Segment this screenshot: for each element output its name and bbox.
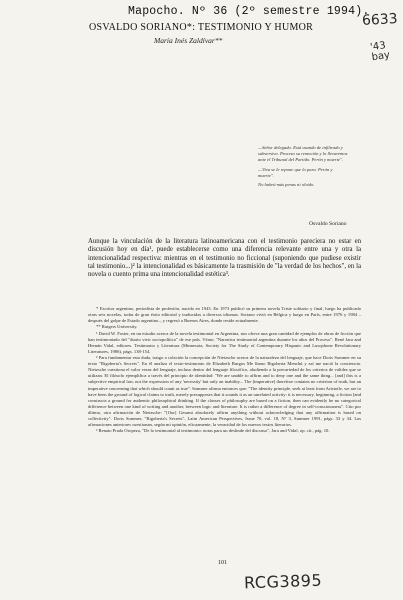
handwritten-note-text: '43 bay bbox=[369, 40, 391, 64]
handwritten-code: RCG3895 bbox=[243, 570, 323, 593]
footnote: ¹ David W. Foster, en un estudio acerca de la novela testimonial en Argentina, nos ofrece una gran cantidad de ejemplos de obras de ficción que han testimoniado del "diario vivir sociopolítico" de ese país. Véase, "Narrativa testimonial argentina durante los años del Proceso". René Jara and Hernán Vidal, editores. Testimonio y Literatura (Minnesota, Society for The Study of Contemporary Hispanic and Lusophone Revolutionary Literatures, 1986), págs. 138-154. bbox=[88, 330, 361, 354]
article-author: María Inés Zaldívar** bbox=[154, 36, 223, 45]
footnote: * Escritor argentino, periodista de profesión, nacido en 1943. En 1973 publicó su primera novela Triste solitario y final, luego ha publicado otras seis novelas, todas de gran éxito editorial y traducidas a diversos idiomas. Soriano vivió en Bélgica y luego en París, entre 1976 y 1984 –después del golpe de Estado argentino–, y regresó a Buenos Aires, donde reside actualmente. bbox=[88, 306, 361, 324]
publication-header: Mapocho. Nº 36 (2º semestre 1994). bbox=[128, 5, 370, 18]
footnote: ³ Renato Prada Oropeza, "De lo testimonial al testimonio: notas para un deslinde del discurso", Jara and Vidal, op. cit., pág. 10. bbox=[96, 428, 330, 434]
epigraph-author: Osvaldo Soriano bbox=[309, 221, 347, 227]
body-paragraph: Aunque la vinculación de la literatura latinoamericana con el testimonio pareciera no estar en discusión hoy en día¹, puede establecerse como una diferencia relevante entre una y otra la intencionalidad respectiva: mientras en el testimonio no ficcional (suponiendo que pudiese existir tal testimonio...)² la intencionalidad es básicamente la trasmisión de "la verdad de los hechos", en la novela o cuento prima una intencionalidad estética³. bbox=[88, 238, 361, 279]
epigraph-line: —Viva se le repone que lo para. Perón y muerte". bbox=[258, 166, 333, 178]
article-title: OSVALDO SORIANO*: TESTIMONIO Y HUMOR bbox=[89, 22, 314, 33]
handwritten-number: 6633 bbox=[361, 11, 399, 29]
footnote: ² Para fundamentar esta duda, traigo a colación la concepción de Nietzsche acerca de la naturaleza del lenguaje, que hace Doris Sommer en su texto "Rigoberta's Secrets". En él analiza el texto-testimonio de Elizabeth Burgos Me llamo Rigoberta Menchú y así me nació la conciencia. Nietzsche cuestiona el valor veraz del lenguaje, incluso dentro del lenguaje filosófico, aludiendo a la precariedad de los criterios de validez que se utilizan. El filósofo ejemplifica a través del principio de identidad: "We are unable to affirm and to deny one and the same thing... [and] this is a subjective empirical law, not the expression of any 'necessity' but only an inability... The [imperative] therefore contains no criterion of truth, but an imperative concerning that which should count as true". Sommer afirma entonces que: "The identity principle, seek at least from Aristotle, we are to have been the ground of logical claims to truth, merely presupposes that it sounds it as an unrelated activity: it is necessary, beginning, a fiction [and constructs a ground for authentic philosophical thinking. If the classes of philosophy are based on a fiction, then can evidently be no categorical difference between one kind of writing and another, between logic and literature. It is rather a difference of degree in self-consciousness". Cito por último, otra afirmación de Nietzsche: "[Our] Gesamt absolutely affirm anything without acknowledging that any affirmation is based on collectivity". Doris Sommer, "Rigoberta's Secrets", Latin American Perspectives, Issue 70, vol. 18, N° 3, Summer 1991, págs. 33 y 34. Las afirmaciones anteriores cuestionan, según mi opinión, eficazmente, la veracidad de los nuevos textos literarios. bbox=[88, 355, 361, 427]
handwritten-note bbox=[370, 41, 391, 63]
footnotes bbox=[88, 306, 361, 434]
epigraph bbox=[258, 145, 348, 191]
page-number: 101 bbox=[218, 560, 227, 566]
epigraph-line: —Señor delegado. Está usando de infiltrado y subversivo. Proceso su remoción y lo llevaremos ante el Tribunal del Partido. Perón y muerte". bbox=[258, 145, 348, 163]
footnote: ** Rutgers University. bbox=[96, 324, 138, 330]
epigraph-line: No habrá más penas ni olvido. bbox=[258, 182, 315, 188]
